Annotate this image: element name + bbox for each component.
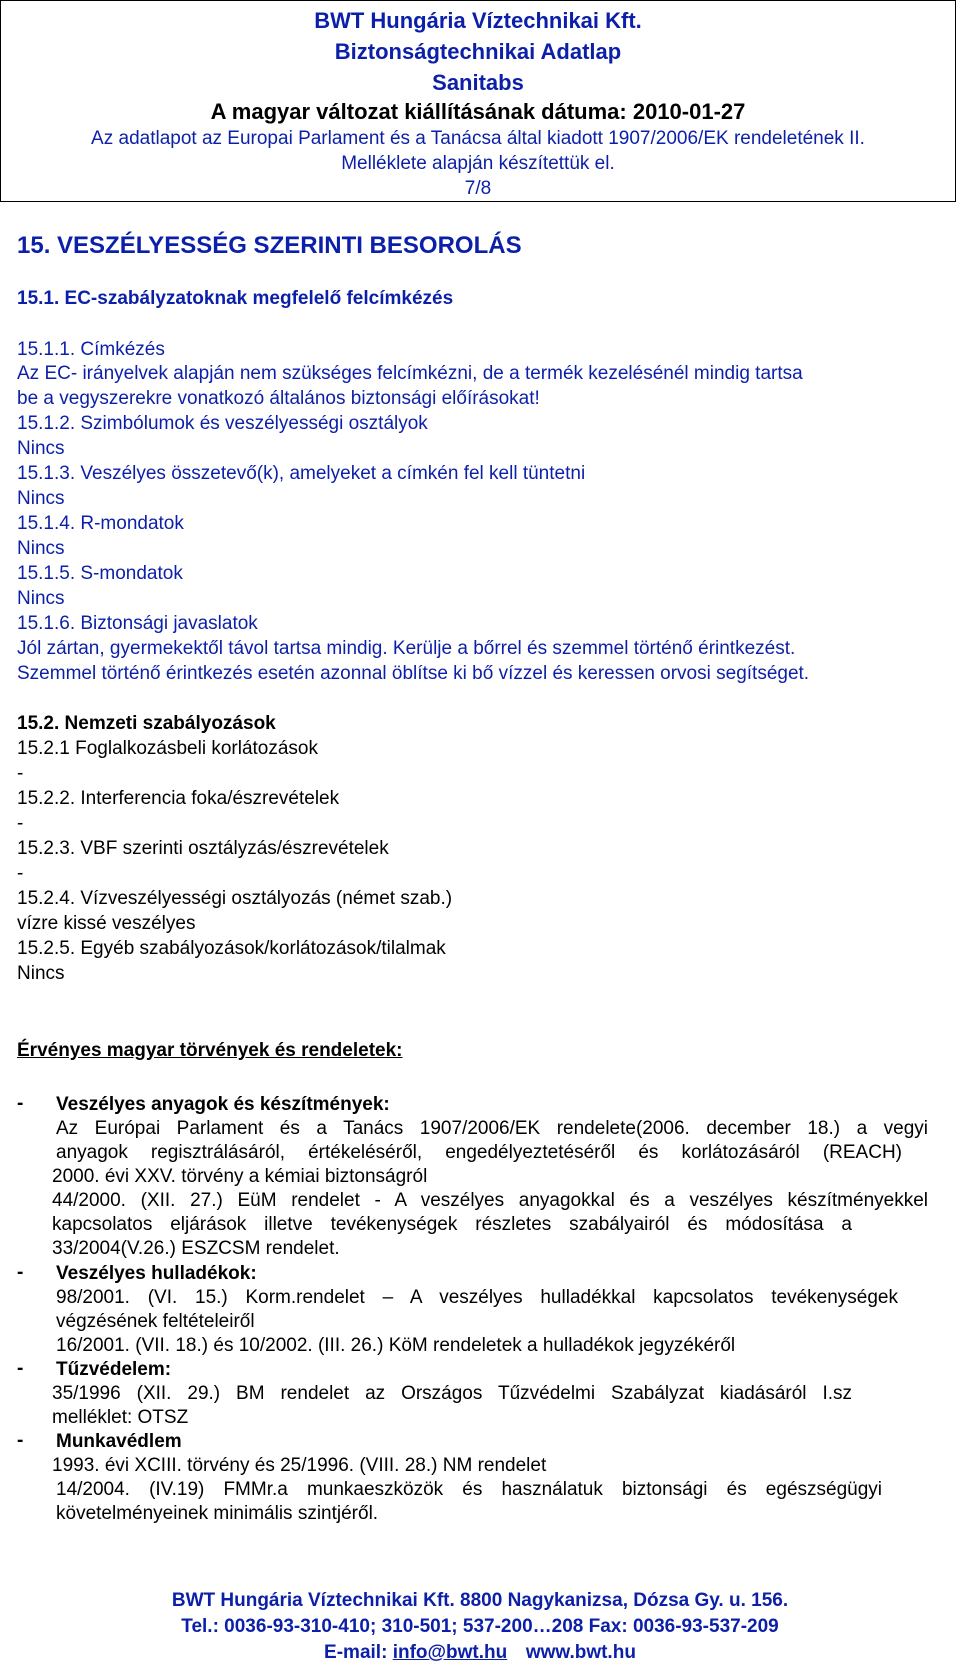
- section-15-2-title: 15.2. Nemzeti szabályozások: [17, 713, 276, 734]
- law-line: 14/2004. (IV.19) FMMr.a munkaeszközök és használatuk biztonsági és egészségügyi: [56, 1479, 882, 1500]
- section-15-title: 15. VESZÉLYESSÉG SZERINTI BESOROLÁS: [17, 232, 522, 259]
- section-15-1-4-title: 15.1.4. R-mondatok: [17, 513, 184, 534]
- labelling-text-line1: Az EC- irányelvek alapján nem szükséges felcímkézni, de a termék kezelésénél mindig tartsa: [17, 363, 803, 384]
- section-15-2-2-value: -: [17, 813, 24, 834]
- labelling-text-line2: be a vegyszerekre vonatkozó általános biztonsági előírásokat!: [17, 388, 540, 409]
- section-15-1-4-value: Nincs: [17, 538, 65, 559]
- law-group-hazardous-waste: Veszélyes hulladékok:: [56, 1263, 257, 1284]
- section-15-2-1-value: -: [17, 763, 24, 784]
- law-line: kapcsolatos eljárások illetve tevékenységek részletes szabályairól és módosítása a: [52, 1214, 852, 1235]
- email-label: E-mail:: [324, 1642, 388, 1663]
- section-15-2-3-value: -: [17, 863, 24, 884]
- law-group-occupational-safety: Munkavédlem: [56, 1431, 182, 1452]
- company-name: BWT Hungária Víztechnikai Kft.: [314, 8, 642, 33]
- section-15-1-3-value: Nincs: [17, 488, 65, 509]
- section-15-2-4-title: 15.2.4. Vízveszélyességi osztályozás (német szab.): [17, 888, 453, 909]
- bullet-dash: -: [17, 1093, 24, 1114]
- law-line: 33/2004(V.26.) ESZCSM rendelet.: [52, 1238, 340, 1259]
- regulation-note-line1: Az adatlapot az Europai Parlament és a Tanácsa által kiadott 1907/2006/EK rendeletének II.: [91, 128, 865, 149]
- section-15-1-2-value: Nincs: [17, 438, 65, 459]
- section-15-1-3-title: 15.1.3. Veszélyes összetevő(k), amelyeket a címkén fel kell tüntetni: [17, 463, 586, 484]
- page-number: 7/8: [464, 178, 492, 199]
- section-15-1-5-value: Nincs: [17, 588, 65, 609]
- section-15-2-5-value: Nincs: [17, 963, 65, 984]
- section-15-2-4-value: vízre kissé veszélyes: [17, 913, 196, 934]
- laws-heading: Érvényes magyar törvények és rendeletek:: [17, 1040, 403, 1061]
- section-15-1-5-title: 15.1.5. S-mondatok: [17, 563, 183, 584]
- law-line: 1993. évi XCIII. törvény és 25/1996. (VIII. 28.) NM rendelet: [52, 1455, 547, 1476]
- bullet-dash: -: [17, 1358, 24, 1379]
- issue-date: A magyar változat kiállításának dátuma: 2010-01-27: [210, 99, 746, 124]
- website-link[interactable]: www.bwt.hu: [525, 1642, 636, 1663]
- safety-advice-line2: Szemmel történő érintkezés esetén azonnal öblítse ki bő vízzel és keressen orvosi segítséget.: [17, 663, 810, 684]
- law-line: Az Európai Parlament és a Tanács 1907/2006/EK rendelete(2006. december 18.) a vegyi: [56, 1118, 928, 1139]
- section-15-2-2-title: 15.2.2. Interferencia foka/észrevételek: [17, 788, 340, 809]
- law-line: 2000. évi XXV. törvény a kémiai biztonságról: [52, 1166, 428, 1187]
- law-line: anyagok regisztrálásáról, értékeléséről, engedélyeztetéséről és korlátozásáról (REACH): [56, 1142, 902, 1163]
- law-line: követelményeinek minimális szintjéről.: [56, 1503, 379, 1524]
- footer-contact: [0, 1642, 960, 1664]
- email-link[interactable]: info@bwt.hu: [392, 1642, 508, 1663]
- bullet-dash: -: [17, 1430, 24, 1451]
- law-line: végzésének feltételeiről: [56, 1311, 255, 1332]
- regulation-note-line2: Melléklete alapján készítettük el.: [341, 153, 615, 174]
- law-line: 35/1996 (XII. 29.) BM rendelet az Országos Tűzvédelmi Szabályzat kiadásáról I.sz: [52, 1383, 852, 1404]
- bullet-dash: -: [17, 1262, 24, 1283]
- product-name: Sanitabs: [432, 70, 524, 95]
- safety-advice-line1: Jól zártan, gyermekektől távol tartsa mindig. Kerülje a bőrrel és szemmel történő érintkezést.: [17, 638, 796, 659]
- section-15-2-5-title: 15.2.5. Egyéb szabályozások/korlátozások/tilalmak: [17, 938, 446, 959]
- footer-phone-fax: Tel.: 0036-93-310-410; 310-501; 537-200…208 Fax: 0036-93-537-209: [181, 1616, 779, 1637]
- law-group-fire-protection: Tűzvédelem:: [56, 1359, 172, 1380]
- section-15-2-3-title: 15.2.3. VBF szerinti osztályzás/észrevételek: [17, 838, 389, 859]
- section-15-1-1-title: 15.1.1. Címkézés: [17, 339, 165, 360]
- law-group-hazardous-substances: Veszélyes anyagok és készítmények:: [56, 1094, 390, 1115]
- section-15-1-title: 15.1. EC-szabályzatoknak megfelelő felcímkézés: [17, 288, 454, 309]
- document-type: Biztonságtechnikai Adatlap: [334, 39, 622, 64]
- law-line: 98/2001. (VI. 15.) Korm.rendelet – A veszélyes hulladékkal kapcsolatos tevékenységek: [56, 1287, 898, 1308]
- law-line: melléklet: OTSZ: [52, 1407, 189, 1428]
- section-15-2-1-title: 15.2.1 Foglalkozásbeli korlátozások: [17, 738, 319, 759]
- section-15-1-6-title: 15.1.6. Biztonsági javaslatok: [17, 613, 258, 634]
- footer-address: BWT Hungária Víztechnikai Kft. 8800 Nagykanizsa, Dózsa Gy. u. 156.: [171, 1590, 789, 1611]
- section-15-1-2-title: 15.1.2. Szimbólumok és veszélyességi osztályok: [17, 413, 428, 434]
- law-line: 44/2000. (XII. 27.) EüM rendelet - A veszélyes anyagokkal és a veszélyes készítményekkel: [52, 1190, 928, 1211]
- law-line: 16/2001. (VII. 18.) és 10/2002. (III. 26.) KöM rendeletek a hulladékok jegyzékéről: [56, 1335, 736, 1356]
- document-header: [0, 0, 956, 202]
